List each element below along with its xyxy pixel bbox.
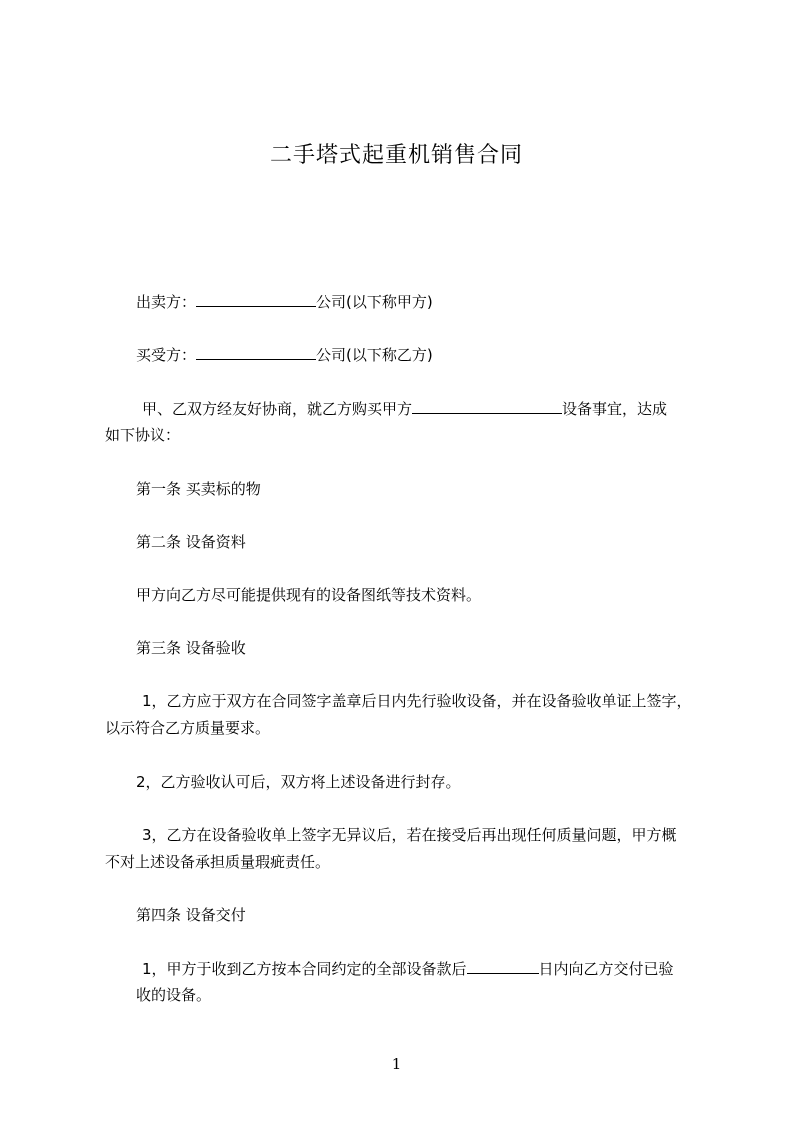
- article-4-item-1-line-2: 收的设备。: [136, 986, 212, 1004]
- article-4-item-1-line-1: [142, 959, 674, 978]
- article-3-item-1-line-1: 1，乙方应于双方在合同签字盖章后日内先行验收设备，并在设备验收单证上签字，: [142, 692, 692, 710]
- article-3-item-3-line-2: 不对上述设备承担质量瑕疵责任。: [105, 853, 331, 871]
- buyer-label: 买受方：: [136, 346, 197, 364]
- article-3-item-2: 2，乙方验收认可后，双方将上述设备进行封存。: [136, 773, 461, 791]
- article-1-heading: 第一条 买卖标的物: [136, 480, 261, 498]
- article-2-text: 甲方向乙方尽可能提供现有的设备图纸等技术资料。: [136, 586, 482, 604]
- page-number: 1: [391, 1055, 402, 1073]
- buyer-name-blank[interactable]: [196, 345, 316, 360]
- document-title: 二手塔式起重机销售合同: [269, 143, 523, 168]
- article-4-item-1-part1: 1，甲方于收到乙方按本合同约定的全部设备款后: [142, 960, 467, 978]
- intro-line-1: [142, 399, 667, 418]
- equipment-blank[interactable]: [412, 399, 562, 414]
- intro-line-2: 如下协议：: [105, 426, 181, 444]
- intro-part2: 设备事宜，达成: [562, 400, 668, 418]
- article-3-heading: 第三条 设备验收: [136, 639, 246, 657]
- article-4-heading: 第四条 设备交付: [136, 906, 246, 924]
- delivery-days-blank[interactable]: [467, 959, 539, 974]
- article-3-item-1-line-2: 以示符合乙方质量要求。: [105, 719, 271, 737]
- seller-name-blank[interactable]: [196, 292, 316, 307]
- buyer-suffix: 公司(以下称乙方): [316, 346, 433, 364]
- intro-part1: 甲、乙双方经友好协商，就乙方购买甲方: [142, 400, 413, 418]
- buyer-line: [136, 345, 433, 364]
- seller-line: [136, 292, 433, 311]
- article-4-item-1-part2: 日内向乙方交付已验: [538, 960, 674, 978]
- seller-label: 出卖方：: [136, 293, 197, 311]
- article-3-item-3-line-1: 3，乙方在设备验收单上签字无异议后，若在接受后再出现任何质量问题，甲方概: [142, 826, 677, 844]
- seller-suffix: 公司(以下称甲方): [316, 293, 433, 311]
- article-2-heading: 第二条 设备资料: [136, 533, 246, 551]
